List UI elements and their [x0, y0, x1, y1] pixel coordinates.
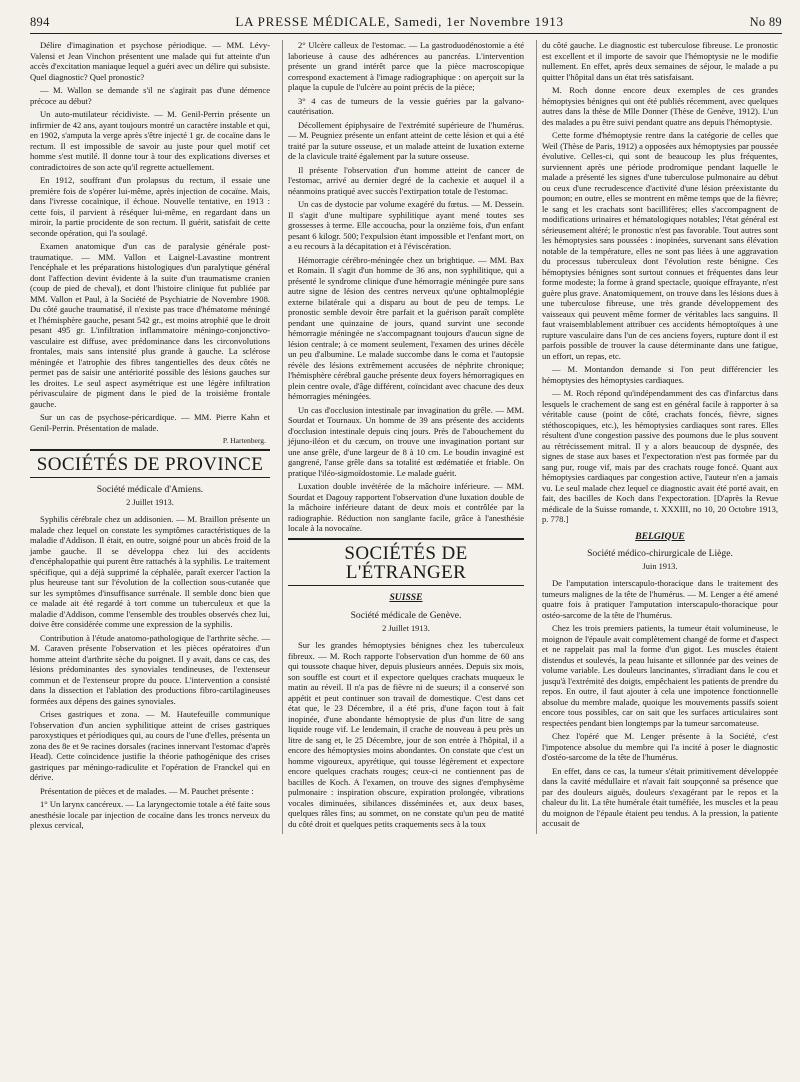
issue-number: No 89: [749, 15, 782, 29]
article-paragraph: Crises gastriques et zona. — M. Hautefeuille communique l'observation d'un ancien syphilitique atteint de crises gastriques paroxystiques et périodiques qui, au cours de l'une d'elles, présenta un zona des 8e et 9e racines dorsales (racines innervant l'estomac d'après Head). Cette coïncidence justifie la théorie pathogénique des crises gastriques par méningo-radiculite et l'opération de Franckel qui en dérive.: [30, 709, 270, 783]
article-paragraph: Syphilis cérébrale chez un addisonien. — M. Braillon présente un malade chez lequel on constate les symptômes caractéristiques de la maladie d'Addison. Il était, en outre, soigné pour un abcès froid de la jambe gauche. Il se développa chez lui des accidents d'encéphalopathie qui purent être rattachés à la syphilis. Le traitement spécifique, qui a déjà supprimé la céphalée, paraît exercer l'action la plus heureuse tant sur l'évolution de la collection sous-cutanée que sur les symptômes d'insuffisance surrénale. Il semble donc bien que ce malade ait été regardé à tort comme un tuberculeux et que la maladie d'Addison, comme l'ensemble des troubles observés chez lui, doive être considérée comme une expression de la syphilis.: [30, 514, 270, 630]
article-paragraph: En 1912, souffrant d'un prolapsus du rectum, il essaie une première fois de s'opérer lui-même, après injection de cocaïne. Mais, dans l'ivresse cocaïnique, il échoue. Nouvelle tentative, en 1913 : cette fois, il parvient à réséquer lui-même, en regardant dans un miroir, la partie procidente de son rectum. Il guérit, satisfait de cette seconde opération, qui l'a soulagé.: [30, 175, 270, 238]
page-number: 894: [30, 15, 50, 29]
article-paragraph: Sur un cas de psychose-péricardique. — MM. Pierre Kahn et Genil-Perrin. Présentation de malade.: [30, 412, 270, 433]
article-paragraph: — M. Montandon demande si l'on peut différencier les hémoptysies des hémoptysies cardiaques.: [542, 364, 778, 385]
article-paragraph: Présentation de pièces et de malades. — M. Pauchet présente :: [40, 785, 254, 796]
article-paragraph: Il présente l'observation d'un homme atteint de cancer de l'estomac, arrivé au dernier degré de la cachexie et auquel il a néanmoins pratiqué avec succès l'extirpation totale de l'estomac.: [288, 164, 524, 196]
article-paragraph: — M. Roch répond qu'indépendamment des cas d'infarctus dans lesquels le crachement de sang est en général facile à rapporter à sa véritable cause (point de côté, crachats foncés, fièvre, signes stéthoscopiques, etc.), les hémoptysies cardiaques sont rares. Elles résultent d'une congestion passive des poumons due le plus souvent au rétrécissement mitral. Il y a alors beaucoup de dyspnée, des signes de stase aux bases et l'expectoration n'est pas formée par du sang pur, rouge vif, mais par des crachats rouge foncé. Quant aux hémoptysies cardiaques par congestion active, l'auteur n'en a jamais vu. Le seul malade chez lequel ce diagnostic avait été porté avait, en fait, des bacilles de Koch dans l'expectoration. [D'après la Revue médicale de la Suisse romande, t. XXXIII, no 10, 20 Octobre 1913, p. 778.]: [542, 388, 778, 524]
article-paragraph: Hémorragie cérébro-méningée chez un brightique. — MM. Bax et Romain. Il s'agit d'un homme de 36 ans, non syphilitique, qui a présenté le syndrome clinique d'une hémorragie méningée pure sans autre signe de lésion des centres nerveux qu'une ophtalmoplégie externe bilatérale qui a disparu au bout de peu de temps. Le pronostic semble devoir être parfait et la guérison paraît complète pendant une quinzaine de jours, quand survint une seconde hémorragie méningée ne s'accompagnant toujours d'aucun signe de lésion centrale; à ce moment seulement, l'examen des urines décèle un peu d'albumine. Le malade succombe dans le coma et l'autopsie révèle des lésions extrêmement accusées de néphrite chronique; l'hémisphère cérébral gauche présente deux foyers hémorragiques en plein centre ovale, d'âge différent, coïncidant avec chacune des deux hémorragies méningées.: [288, 254, 524, 401]
article-paragraph: M. Roch donne encore deux exemples de ces grandes hémoptysies bénignes qui ont été publiés récemment, avec quelques autres dans la thèse de Mlle Donner (Thèse de Genève, 1912). L'un des malades a pu être suivi pendant quatre ans depuis l'hémoptysie.: [542, 85, 778, 127]
article-paragraph: Chez les trois premiers patients, la tumeur était volumineuse, le moignon de l'épaule avait complètement changé de forme et d'aspect et ne rappelait pas mal la forme d'un gigot. Les muscles étaient distendus et soulevés, la peau luisante et sillonnée par des veines de volume variable. Les douleurs lancinantes, s'irradiant dans le cou et jusqu'à l'extrémité des doigts, empêchaient les patients de prendre du repos. En outre, il faut ajouter à cela une impotence fonctionnelle absolue du membre malade, quoique les mouvements passifs soient encore tous possibles, car on sait que les surfaces articulaires sont respectées pendant bien longtemps par la tumeur sarcomateuse.: [542, 623, 778, 728]
article-paragraph: Un cas de dystocie par volume exagéré du fœtus. — M. Dessein. Il s'agit d'une multipare syphilitique ayant mené toutes ses grossesses à terme. Elle accoucha, pour la onzième fois, d'un enfant pesant 6 kilogr. 500; l'expulsion étant impossible et l'enfant mort, on a eu recours à la décapitation et à l'éviscération.: [288, 199, 524, 251]
meeting-date: 2 Juillet 1913.: [382, 623, 430, 633]
article-paragraph: Contribution à l'étude anatomo-pathologique de l'arthrite sèche. — M. Caraven présente l'observation et les pièces opératoires d'un homme atteint d'arthrite sèche du poignet. Il y avait, dans ce cas, des lésions prédominantes des synoviales tendineuses, de l'extenseur commun et de l'extenseur propre du pouce. L'intervention a consisté dans la dissection et l'ablation des productions fibro-cartilagineuses formées aux dépens des gaines synoviales.: [30, 632, 270, 706]
meeting-date: Juin 1913.: [642, 562, 678, 572]
section-heading: SOCIÉTÉS DE L'ÉTRANGER: [288, 538, 524, 587]
article-paragraph: Examen anatomique d'un cas de paralysie générale post-traumatique. — MM. Vallon et Laignel-Lavastine montrent l'encéphale et les préparations histologiques d'un paralytique général dont l'affection devint évidente à la suite d'un traumatisme cranien (coup de pied de cheval), et dont l'histoire clinique fut publiée par MM. Vallon et Paul, à la Société de Psychiatrie de Novembre 1908. Du côté gauche traumatisé, il n'existe pas trace d'hématome méningé et l'hémisphère gauche, pesant 542 gr., est moins atrophié que le droit pesant 495 gr. L'infiltration inflammatoire méningo-conjonctivo-vasculaire est diffuse, avec prédominance dans les circonvolutions frontales, mais sans intensité plus grande à gauche. La sclérose méningée et l'atrophie des fibres tangentielles des deux côtés ne permet pas de saisir une antériorité possible des lésions gauches sur les droites. Le seul aspect asymétrique est une légère infiltration périvasculaire de pigment dans le pied de la troisième frontale gauche.: [30, 241, 270, 409]
newspaper-page: [30, 14, 782, 1076]
article-paragraph: Délire d'imagination et psychose périodique. — MM. Lévy-Valensi et Jean Vinchon présentent une malade qui fut atteinte d'un accès d'excitation maniaque lequel a guéri avec un délire qui subsiste. Quel diagnostic? Quel pronostic?: [30, 40, 270, 82]
society-name: Société médico-chirurgicale de Liège.: [587, 548, 733, 560]
article-paragraph: Chez l'opéré que M. Lenger présente à la Société, c'est l'impotence absolue du membre qui l'a incité à poser le diagnostic d'ostéo-sarcome de la tête de l'humérus.: [542, 731, 778, 763]
society-name: Société médicale d'Amiens.: [96, 484, 204, 496]
columns: [30, 40, 782, 834]
article-paragraph: En effet, dans ce cas, la tumeur s'était primitivement développée dans la cavité médullaire et n'avait fait soupçonné sa présence que par des douleurs aiguës, douleurs s'exagérant par le repos et la chaleur du lit. La tête humérale était tuméfiée, les muscles et la peau du moignon de l'épaule étaient peu tendus. A la pression, la patiente accusait de: [542, 765, 778, 829]
column-1: [30, 40, 270, 834]
article-paragraph: 2° Ulcère calleux de l'estomac. — La gastroduodénostomie a été laborieuse à cause des adhérences au pancréas. L'intervention présente un grand intérêt parce que la pièce macroscopique correspond exactement à l'image radiographique : on aperçoit sur la plaque la cupule de l'ulcère au point précis de la pièce;: [288, 40, 524, 92]
article-paragraph: Cette forme d'hémoptysie rentre dans la catégorie de celles que Weil (Thèse de Paris, 1912) a opposées aux hémoptysies par poussée évolutive. Celles-ci, qui sont de beaucoup les plus fréquentes, surviennent après une période prodromique pendant laquelle le malade a présenté les signes d'une tuberculose pulmonaire au début ou ceux d'une recrudescence d'activité d'une lésion préexistante du poumon; en outre, elles se montrent en même temps que de la fièvre; le sang et les crachats sont bacillifères; elles s'accompagnent de modifications urinaires et hématologiques notables; l'état général est sérieusement altéré; le pronostic n'est pas favorable. Tout autres sont les hémoptysies sans poussées : inopinées, survenant sans élévation notable de la température, elles ne sont pas liées à une aggravation du processus tuberculeux dont l'évolution reste bénigne. Ces hémoptysies bénignes sont surtout connues et fréquentes dans leur forme modeste; la forme à grand spectacle, quoique effrayante, n'est guère plus grave. Anatomiquement, on trouve dans les lésions dues à une tuberculose fibreuse, une très grande développement des vaisseaux qui peuvent même former de véritables lacs sanguins. Il faut vraisemblablement attribuer ces accidents hémoptoïques à une rupture vasculaire dans l'un de ces anciens foyers, rupture dont il est parfois possible de trouver la cause déterminante dans une fatigue, un effort, un repas, etc.: [542, 130, 778, 361]
country-heading: SUISSE: [389, 592, 423, 604]
article-paragraph: du côté gauche. Le diagnostic est tuberculose fibreuse. Le pronostic est excellent et il importe de savoir que l'hémoptysie ne le modifie nullement. En effet, après deux semaines de séjour, le malade a pu quitter l'hôpital dans un état très satisfaisant.: [542, 40, 778, 82]
article-paragraph: Un cas d'occlusion intestinale par invagination du grêle. — MM. Sourdat et Tournaux. Un homme de 39 ans présente des accidents d'occlusion intestinale depuis cinq jours. Près de l'abouchement du jéjuno-iléon et du cæcum, on trouve une invagination portant sur une anse grêle, d'une largeur de 8 à 10 cm. Le boudin invaginé est gangrené, l'anse grêle dans sa totalité est œdématiée et friable. On pratique l'iléo-sigmoïdostomie. Le malade guérit.: [288, 404, 524, 478]
article-paragraph: 3° 4 cas de tumeurs de la vessie guéries par la galvano-cautérisation.: [288, 95, 524, 116]
page-header: [30, 14, 782, 34]
article-paragraph: 1° Un larynx cancéreux. — La laryngectomie totale a été faite sous anesthésie locale par injection de cocaïne dans les troncs nerveux du plexus cervical,: [30, 799, 270, 831]
article-paragraph: Luxation double invétérée de la mâchoire inférieure. — MM. Sourdat et Dagouy rapportent l'observation d'une luxation double de la mâchoire inférieure datant de deux mois et contrôlée par la radiographie. Réduction non sanglante facile, grâce à l'anesthésie locale à la novocaïne.: [288, 481, 524, 533]
article-paragraph: Sur les grandes hémoptysies bénignes chez les tuberculeux fibreux. — M. Roch rapporte l'observation d'un homme de 60 ans qui toussote chaque hiver, depuis plusieurs années. Depuis six mois, son souffle est court et il expectore quelques crachats muqueux le matin au réveil. Il n'a pas de fièvre ni de sueurs; il a conservé son appétit et peut continuer son travail de domestique. C'est dans cet état que, le 23 Décembre, il a été pris, d'une façon tout à fait inopinée, d'une abondante hémoptysie de plus d'un litre de sang liquide rouge vif. Le lendemain, il crache de nouveau à peu près un litre de sang et, le 25 Décembre, jour de son entrée à l'hôpital, il a encore des hémoptysies moins abondantes. On constate que c'est un homme vigoureux, apyrétique, qui tousse légèrement et expectore encore quelques crachats rouges; ceux-ci ne contiennent pas de bacilles de Koch. A l'examen, on trouve des signes d'emphysème pulmonaire : inspiration obscure, expiration prolongée, vibrations vocales diminuées, sibilances disséminées et, aux deux bases, quelques râles fins; au sommet, on ne constate qu'un peu de matité du côté droit et quelques petits craquements secs à la toux: [288, 640, 524, 829]
section-heading: SOCIÉTÉS DE PROVINCE: [30, 449, 270, 478]
society-name: Société médicale de Genève.: [350, 610, 462, 622]
journal-title: LA PRESSE MÉDICALE, Samedi, 1er Novembre 1913: [235, 14, 564, 29]
article-paragraph: De l'amputation interscapulo-thoracique dans le traitement des tumeurs malignes de la tête de l'humérus. — M. Lenger a été amené quatre fois à pratiquer l'amputation interscapulo-thoracique pour ostéo-sarcome de la tête de l'humérus.: [542, 578, 778, 620]
column-2: [282, 40, 524, 834]
signature: P. Hartenberg.: [222, 436, 266, 445]
article-paragraph: Un auto-mutilateur récidiviste. — M. Genil-Perrin présente un infirmier de 42 ans, ayant toujours montré un caractère instable et qui, en 1902, s'amputa la verge après s'être injecté 1 gr. de cocaïne dans le rectum. Il est impossible de savoir au juste pour quel motif cet homme s'est mutilé. Il donne tour à tour des explications diverses et contradictoires de son acte qu'il regrette actuellement.: [30, 109, 270, 172]
column-3: [536, 40, 778, 834]
meeting-date: 2 Juillet 1913.: [126, 498, 174, 508]
country-heading: BELGIQUE: [635, 530, 685, 542]
article-paragraph: — M. Wallon se demande s'il ne s'agirait pas d'une démence précoce au début?: [30, 85, 270, 106]
article-paragraph: Décollement épiphysaire de l'extrémité supérieure de l'humérus. — M. Peugniez présente un enfant atteint de cette lésion et qui a été traité par la suture osseuse, et un malade atteint de luxation externe de la clavicule traité également par la suture osseuse.: [288, 119, 524, 161]
